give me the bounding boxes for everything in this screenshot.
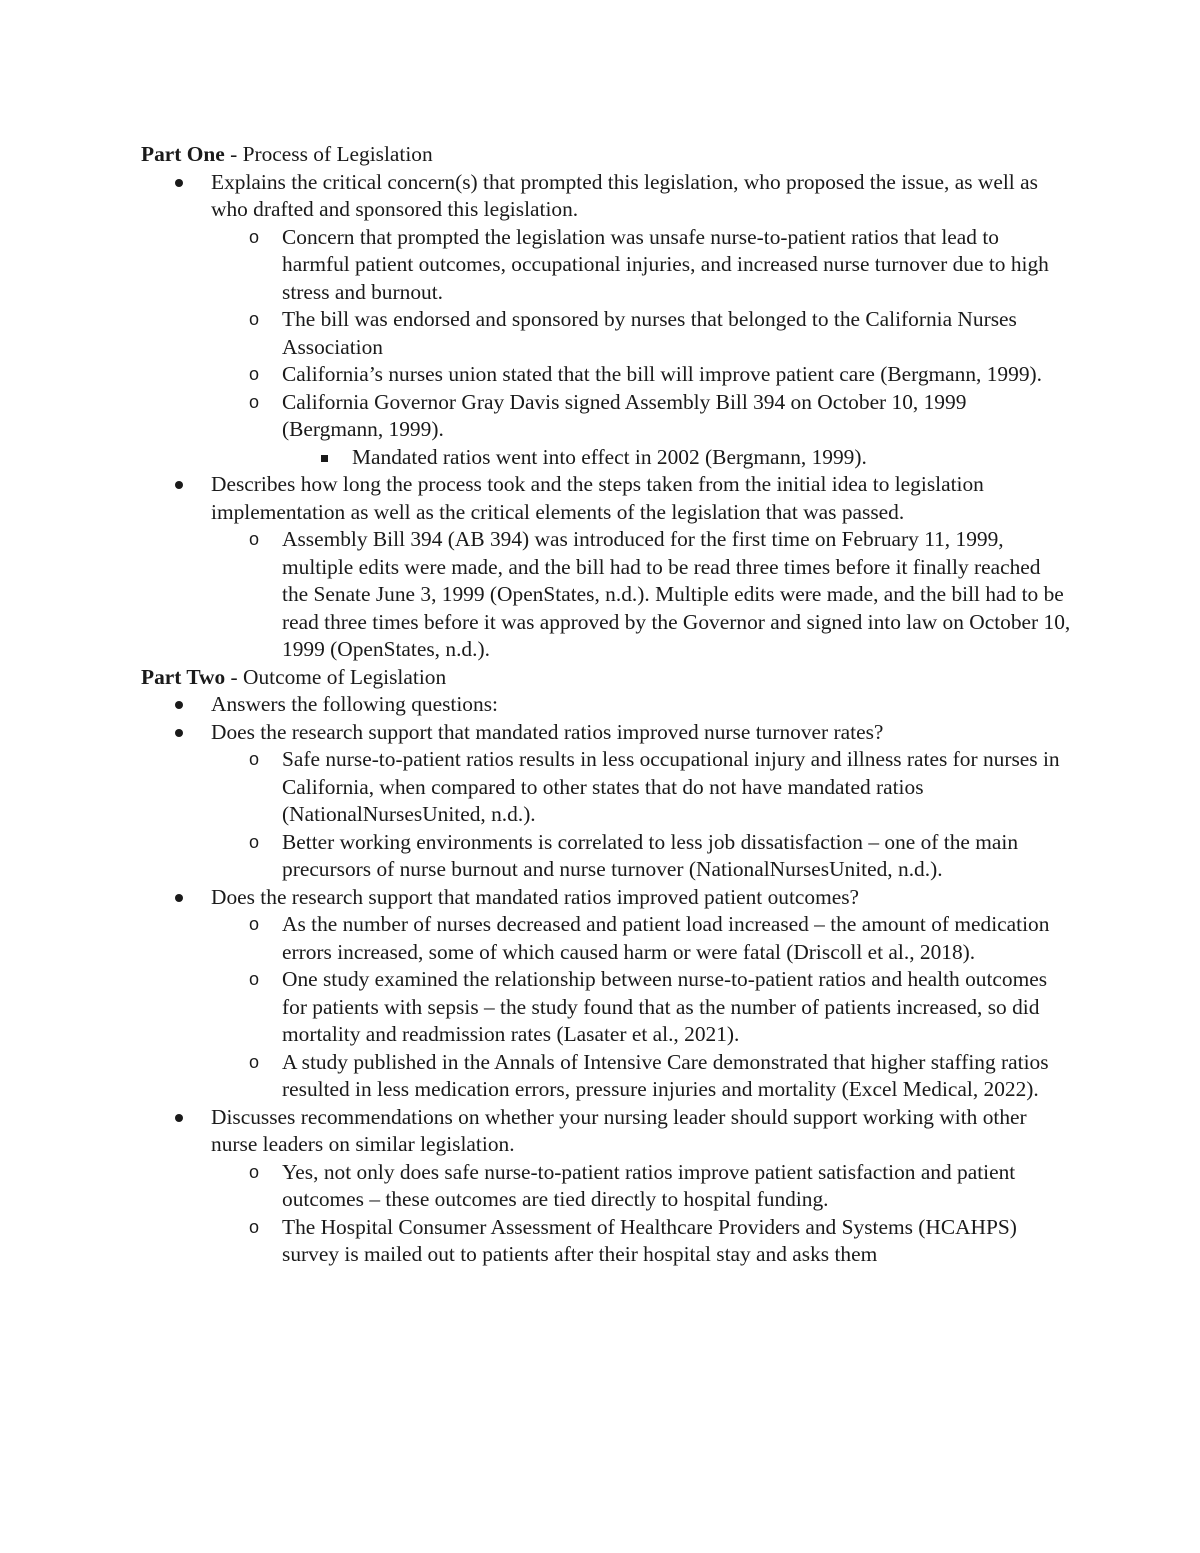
bullet-circle-icon: o — [249, 969, 260, 989]
bullet-circle-icon: o — [249, 364, 260, 384]
bullet-disc-icon — [175, 1114, 183, 1122]
list-item — [141, 719, 1071, 747]
part-one-title: - Process of Legislation — [224, 142, 433, 166]
list-item-text: Answers the following questions: — [211, 692, 498, 716]
sub-list-item-text: Better working environments is correlated to less job dissatisfaction – one of the main precursors of nurse burnout and nurse turnover (NationalNursesUnited, n.d.). — [282, 829, 1019, 881]
sub-list-item-text: As the number of nurses decreased and patient load increased – the amount of medication errors increased, some of which caused harm or were fatal (Driscoll et al., 2018). — [282, 912, 1050, 964]
part-one-heading — [141, 141, 1071, 169]
sub-list-item-text: The Hospital Consumer Assessment of Healthcare Providers and Systems (HCAHPS) survey is mailed out to patients after their hospital stay and asks them — [282, 1214, 1017, 1266]
bullet-circle-icon: o — [249, 914, 260, 934]
sub-list-item-text: One study examined the relationship between nurse-to-patient ratios and health outcomes for patients with sepsis – the study found that as the number of patients increased, so did mortality and readmission rates (Lasater et al., 2021). — [282, 967, 1048, 1046]
sub-list-item — [141, 829, 1071, 884]
bullet-disc-icon — [175, 701, 183, 709]
list-item — [141, 169, 1071, 224]
list-item — [141, 1104, 1071, 1159]
list-item-text: Discusses recommendations on whether your nursing leader should support working with other nurse leaders on similar legislation. — [211, 1104, 1027, 1156]
bullet-circle-icon: o — [249, 831, 260, 852]
sub-list-item — [141, 1214, 1071, 1269]
sub-list-item-text: California’s nurses union stated that the bill will improve patient care (Bergmann, 1999). — [282, 362, 1042, 386]
part-two-heading — [141, 664, 1071, 692]
sub-sub-list-item — [141, 444, 1071, 472]
sub-list-item-text: California Governor Gray Davis signed Assembly Bill 394 on October 10, 1999 (Bergmann, 1999). — [282, 389, 967, 441]
sub-list-item-text: Assembly Bill 394 (AB 394) was introduced for the first time on February 11, 1999, multiple edits were made, and the bill had to be read three times before it finally reached the Senate June 3, 1999 (OpenStates, n.d.). Multiple edits were made, and the bill had to be read three times before it was approved by the Governor and signed into law on October 10, 1999 (OpenStates, n.d.). — [282, 527, 1071, 661]
bullet-circle-icon: o — [249, 1216, 260, 1237]
list-item-text: Does the research support that mandated ratios improved patient outcomes? — [211, 884, 860, 909]
sub-list-item-text: A study published in the Annals of Intensive Care demonstrated that higher staffing ratios resulted in less medication errors, pressure injuries and mortality (Excel Medical, 2022). — [282, 1049, 1049, 1101]
sub-list-item-text: The bill was endorsed and sponsored by nurses that belonged to the California Nurses Association — [282, 307, 1017, 359]
sub-sub-list-item-text: Mandated ratios went into effect in 2002 (Bergmann, 1999). — [352, 444, 867, 469]
sub-list-item — [141, 1159, 1071, 1214]
part-two-title: - Outcome of Legislation — [225, 664, 447, 689]
bullet-circle-icon: o — [249, 309, 260, 329]
bullet-disc-icon — [175, 481, 183, 489]
list-item — [141, 884, 1071, 912]
part-two-label: Part Two — [141, 664, 226, 689]
list-item-text: Does the research support that mandated ratios improved nurse turnover rates? — [211, 719, 884, 744]
bullet-disc-icon — [175, 729, 183, 737]
list-item — [141, 691, 1071, 719]
list-item-text: Describes how long the process took and the steps taken from the initial idea to legislation implementation as well as the critical elements of the legislation that was passed. — [211, 472, 984, 524]
sub-list-item — [141, 1049, 1071, 1104]
bullet-circle-icon: o — [249, 1161, 260, 1182]
bullet-circle-icon: o — [249, 1051, 260, 1072]
sub-list-item — [141, 526, 1071, 664]
bullet-circle-icon: o — [249, 391, 260, 412]
sub-list-item — [141, 224, 1071, 307]
sub-list-item — [141, 911, 1071, 966]
bullet-disc-icon — [175, 179, 183, 187]
list-item — [141, 471, 1071, 526]
sub-list-item-text: Safe nurse-to-patient ratios results in less occupational injury and illness rates for nurses in California, when compared to other states that do not have mandated ratios (NationalNursesUnited, n.d.). — [282, 747, 1060, 826]
sub-list-item — [141, 966, 1071, 1049]
bullet-circle-icon: o — [249, 529, 260, 549]
sub-list-item — [141, 361, 1071, 389]
bullet-circle-icon: o — [249, 749, 260, 769]
sub-list-item — [141, 306, 1071, 361]
bullet-square-icon — [321, 455, 328, 462]
bullet-disc-icon — [175, 894, 183, 902]
part-one-label: Part One — [141, 142, 225, 166]
list-item-text: Explains the critical concern(s) that prompted this legislation, who proposed the issue, as well as who drafted and sponsored this legislation. — [211, 169, 1038, 221]
sub-list-item — [141, 746, 1071, 829]
bullet-circle-icon: o — [249, 226, 260, 247]
sub-list-item-text: Concern that prompted the legislation was unsafe nurse-to-patient ratios that lead to harmful patient outcomes, occupational injuries, and increased nurse turnover due to high stress and burnout. — [282, 224, 1049, 304]
document-page — [141, 141, 1071, 1269]
sub-list-item — [141, 389, 1071, 444]
sub-list-item-text: Yes, not only does safe nurse-to-patient ratios improve patient satisfaction and patient outcomes – these outcomes are tied directly to hospital funding. — [282, 1159, 1016, 1211]
